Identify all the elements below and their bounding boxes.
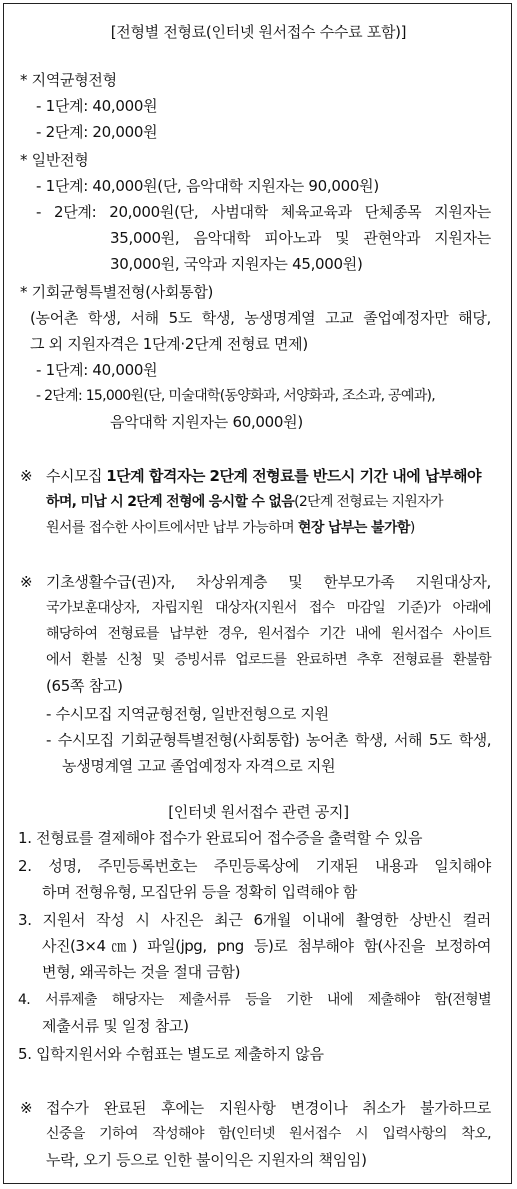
- internet-notice-title: [인터넷 원서접수 관련 공지]: [168, 803, 349, 821]
- internet-item-5: 5. 입학지원서와 수험표는 별도로 제출하지 않음: [18, 1045, 324, 1063]
- internet-item-4-line2: 제출서류 및 일정 참고): [42, 1017, 189, 1035]
- notice3-line1: 접수가 완료된 후에는 지원사항 변경이나 취소가 불가하므로: [46, 1099, 491, 1117]
- internet-item-3-line2: 사진(3×4㎝) 파일(jpg, png 등)로 첨부해야 함(사진을 보정하여: [42, 937, 491, 955]
- internet-item-4-line1: 4. 서류제출 해당자는 제출서류 등을 기한 내에 제출해야 함(전형별: [18, 992, 491, 1008]
- social-note-line1: (농어촌 학생, 서해 5도 학생, 농생명계열 고교 졸업예정자만 해당,: [30, 309, 491, 327]
- internet-item-3-line1: 3. 지원서 작성 시 사진은 최근 6개월 이내에 촬영한 상반신 컬러: [18, 911, 491, 929]
- notice2-sub1: - 수시모집 지역균형전형, 일반전형으로 지원: [46, 705, 329, 723]
- regional-stage1: - 1단계: 40,000원: [36, 97, 158, 115]
- bullet-asterisk: *: [20, 283, 28, 301]
- fee-section-title: [전형별 전형료(인터넷 원서접수 수수료 포함)]: [110, 23, 407, 41]
- notice1-line3: 원서를 접수한 사이트에서만 납부 가능하며 현장 납부는 불가함): [46, 520, 415, 536]
- general-stage1: - 1단계: 40,000원(단, 음악대학 지원자는 90,000원): [36, 177, 379, 195]
- social-note-line2: 그 외 지원자격은 1단계·2단계 전형료 면제): [30, 335, 308, 353]
- notice3-line2: 신중을 기하여 작성해야 함(인터넷 원서접수 시 입력사항의 착오,: [46, 1126, 491, 1142]
- bullet-asterisk: *: [20, 71, 28, 89]
- reference-mark: ※: [20, 1099, 33, 1117]
- social-heading: * 기회균형특별전형(사회통합): [20, 283, 214, 301]
- bullet-asterisk: *: [20, 151, 28, 169]
- notice1-line1: 수시모집 1단계 합격자는 2단계 전형료를 반드시 기간 내에 납부해야: [46, 467, 481, 485]
- notice3-line3: 누락, 오기 등으로 인한 불이익은 지원자의 책임임): [46, 1151, 367, 1169]
- notice2-line2: 국가보훈대상자, 자립지원 대상자(지원서 접수 마감일 기준)가 아래에: [46, 600, 491, 616]
- internet-item-2-line2: 하며 전형유형, 모집단위 등을 정확히 입력해야 함: [42, 883, 358, 901]
- general-heading: * 일반전형: [20, 151, 89, 169]
- internet-item-3-line3: 변형, 왜곡하는 것을 절대 금함): [42, 963, 241, 981]
- notice2-line1: 기초생활수급(권)자, 차상위계층 및 한부모가족 지원대상자,: [46, 573, 491, 591]
- social-stage2-line1: - 2단계: 15,000원(단, 미술대학(동양화과, 서양화과, 조소과, 공예과),: [36, 388, 436, 404]
- regional-heading: * 지역균형전형: [20, 71, 117, 89]
- reference-mark: ※: [20, 467, 33, 485]
- notice2-line5: (65쪽 참고): [46, 677, 123, 695]
- social-stage1: - 1단계: 40,000원: [36, 361, 158, 379]
- notice1-line2: 하며, 미납 시 2단계 전형에 응시할 수 없음(2단계 전형료는 지원자가: [46, 494, 443, 510]
- general-stage2-line1: - 2단계: 20,000원(단, 사범대학 체육교육과 단체종목 지원자는: [36, 203, 491, 221]
- notice2-sub2-line1: - 수시모집 기회균형특별전형(사회통합) 농어촌 학생, 서해 5도 학생,: [46, 731, 491, 749]
- social-stage2-line2: 음악대학 지원자는 60,000원): [110, 413, 303, 431]
- internet-item-1: 1. 전형료를 결제해야 접수가 완료되어 접수증을 출력할 수 있음: [18, 829, 423, 847]
- internet-item-2-line1: 2. 성명, 주민등록번호는 주민등록상에 기재된 내용과 일치해야: [18, 857, 491, 875]
- notice2-line4: 에서 환불 신청 및 증빙서류 업로드를 완료하면 추후 전형료를 환불함: [46, 652, 491, 668]
- notice2-sub2-line2: 농생명계열 고교 졸업예정자 자격으로 지원: [62, 757, 336, 775]
- reference-mark: ※: [20, 573, 33, 591]
- general-stage2-line3: 30,000원, 국악과 지원자는 45,000원): [110, 255, 363, 273]
- regional-stage2: - 2단계: 20,000원: [36, 123, 158, 141]
- general-stage2-line2: 35,000원, 음악대학 피아노과 및 관현악과 지원자는: [110, 229, 491, 247]
- notice2-line3: 해당하여 전형료를 납부한 경우, 원서접수 기간 내에 원서접수 사이트: [46, 626, 491, 642]
